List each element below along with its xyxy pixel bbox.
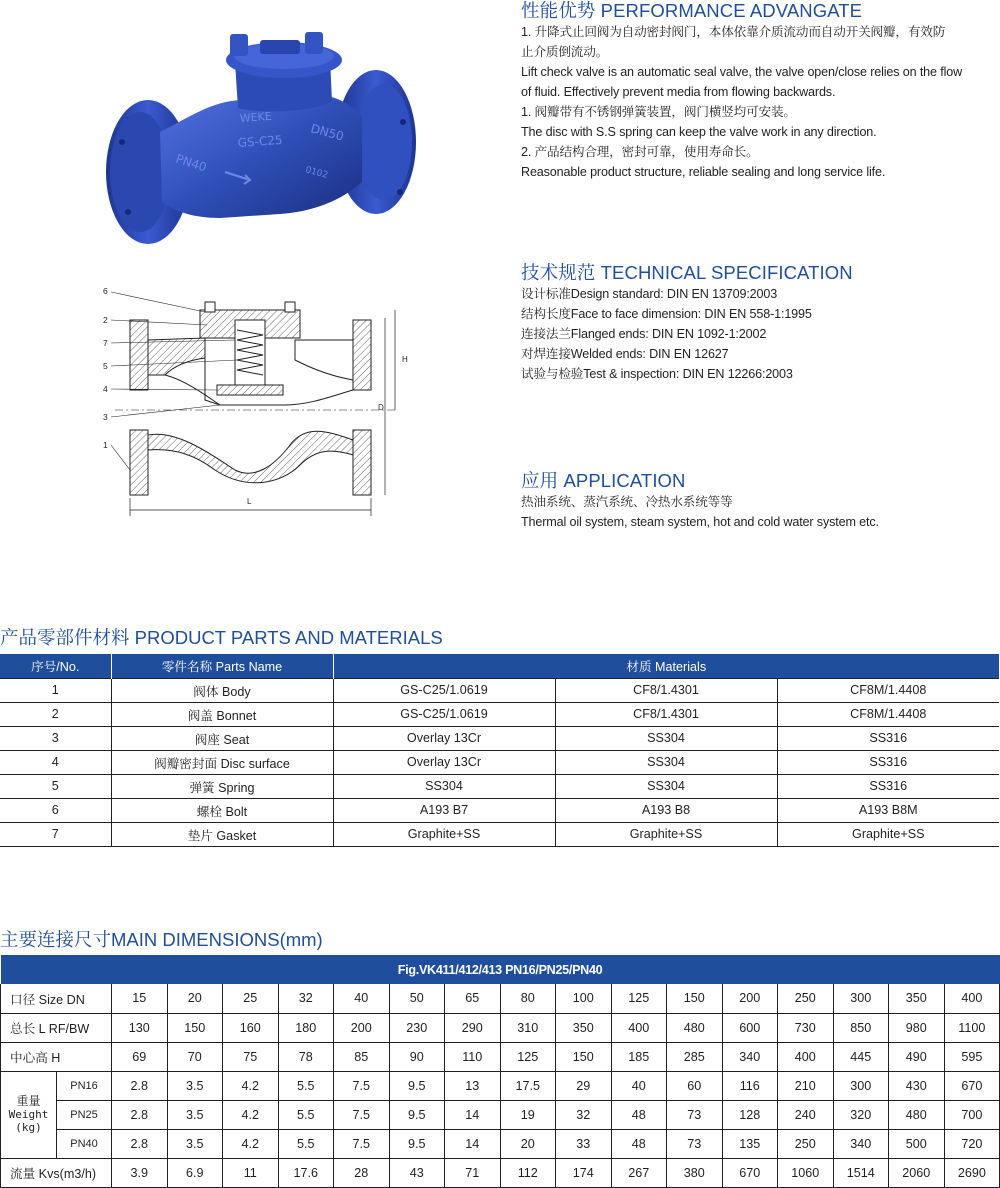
cell-value: 15 bbox=[112, 984, 168, 1013]
cell-value: 29 bbox=[556, 1071, 612, 1100]
cell-value: 85 bbox=[334, 1042, 390, 1071]
cell-value: 32 bbox=[278, 984, 334, 1013]
cell-value: 980 bbox=[889, 1013, 945, 1042]
cell-m1: Overlay 13Cr bbox=[333, 750, 555, 774]
callout-4: 4 bbox=[103, 384, 108, 394]
cell-m3: SS316 bbox=[777, 774, 999, 798]
cell-value: 20 bbox=[500, 1129, 556, 1158]
cell-value: 380 bbox=[667, 1158, 723, 1187]
cell-value: 2.8 bbox=[112, 1100, 168, 1129]
cell-value: 19 bbox=[500, 1100, 556, 1129]
pressure-class: PN25 bbox=[57, 1100, 112, 1129]
cell-value: 267 bbox=[611, 1158, 667, 1187]
cell-value: 600 bbox=[722, 1013, 778, 1042]
cell-value: 80 bbox=[500, 984, 556, 1013]
cell-value: 50 bbox=[389, 984, 445, 1013]
cell-no: 4 bbox=[0, 750, 111, 774]
cell-value: 670 bbox=[944, 1071, 1000, 1100]
weight-label-line: 重量 bbox=[16, 1094, 41, 1108]
cell-no: 1 bbox=[0, 678, 111, 702]
cell-value: 5.5 bbox=[278, 1100, 334, 1129]
cell-value: 150 bbox=[556, 1042, 612, 1071]
cell-value: 340 bbox=[722, 1042, 778, 1071]
table-row bbox=[0, 822, 999, 846]
cell-m2: CF8/1.4301 bbox=[555, 702, 777, 726]
cell-m2: A193 B8 bbox=[555, 798, 777, 822]
cell-value: 2.8 bbox=[112, 1071, 168, 1100]
callout-5: 5 bbox=[103, 361, 108, 371]
cell-name: 螺栓 Bolt bbox=[111, 798, 333, 822]
cell-m2: SS304 bbox=[555, 726, 777, 750]
cell-value: 400 bbox=[611, 1013, 667, 1042]
cell-value: 350 bbox=[556, 1013, 612, 1042]
cell-value: 285 bbox=[667, 1042, 723, 1071]
cell-value: 7.5 bbox=[334, 1129, 390, 1158]
cell-value: 4.2 bbox=[223, 1071, 279, 1100]
cell-m1: GS-C25/1.0619 bbox=[333, 702, 555, 726]
cell-m1: SS304 bbox=[333, 774, 555, 798]
cell-value: 4.2 bbox=[223, 1100, 279, 1129]
cell-m3: Graphite+SS bbox=[777, 822, 999, 846]
cell-value: 28 bbox=[334, 1158, 390, 1187]
technical-line: 设计标准Design standard: DIN EN 13709:2003 bbox=[521, 287, 778, 301]
header-no: 序号/No. bbox=[0, 654, 111, 678]
pressure-class: PN16 bbox=[57, 1071, 112, 1100]
cell-value: 185 bbox=[611, 1042, 667, 1071]
cell-no: 3 bbox=[0, 726, 111, 750]
cell-value: 150 bbox=[667, 984, 723, 1013]
cell-value: 33 bbox=[556, 1129, 612, 1158]
cell-value: 670 bbox=[722, 1158, 778, 1187]
cell-value: 32 bbox=[556, 1100, 612, 1129]
cell-value: 400 bbox=[778, 1042, 834, 1071]
pressure-class: PN40 bbox=[57, 1129, 112, 1158]
cell-value: 2.8 bbox=[112, 1129, 168, 1158]
weight-label bbox=[1, 1071, 57, 1158]
cell-value: 112 bbox=[500, 1158, 556, 1187]
cell-value: 3.5 bbox=[167, 1100, 223, 1129]
dimensions-title: 主要连接尺寸MAIN DIMENSIONS(mm) bbox=[0, 929, 323, 950]
cell-value: 5.5 bbox=[278, 1071, 334, 1100]
cell-value: 17.5 bbox=[500, 1071, 556, 1100]
marking-brand: WEKE bbox=[239, 109, 273, 125]
cell-value: 250 bbox=[778, 984, 834, 1013]
dim-label-height: H bbox=[402, 355, 408, 364]
cell-value: 7.5 bbox=[334, 1071, 390, 1100]
cell-value: 595 bbox=[944, 1042, 1000, 1071]
application-title: 应用 APPLICATION bbox=[521, 470, 686, 491]
cell-m2: SS304 bbox=[555, 774, 777, 798]
table-row bbox=[0, 750, 999, 774]
cell-value: 40 bbox=[334, 984, 390, 1013]
performance-line: The disc with S.S spring can keep the valve work in any direction. bbox=[521, 125, 877, 139]
technical-line: 对焊连接Welded ends: DIN EN 12627 bbox=[521, 347, 729, 361]
cell-m2: CF8/1.4301 bbox=[555, 678, 777, 702]
cell-value: 43 bbox=[389, 1158, 445, 1187]
cell-value: 480 bbox=[889, 1100, 945, 1129]
cell-value: 850 bbox=[833, 1013, 889, 1042]
cell-value: 71 bbox=[445, 1158, 501, 1187]
cell-value: 174 bbox=[556, 1158, 612, 1187]
parts-table bbox=[0, 654, 999, 847]
cell-value: 310 bbox=[500, 1013, 556, 1042]
callout-3: 3 bbox=[103, 412, 108, 422]
cell-name: 阀体 Body bbox=[111, 678, 333, 702]
cell-name: 阀瓣密封面 Disc surface bbox=[111, 750, 333, 774]
application-section bbox=[521, 470, 1000, 532]
bolt bbox=[305, 32, 323, 54]
dim-label-diameter: D bbox=[378, 403, 384, 412]
table-row bbox=[1, 984, 1000, 1013]
callout-7: 7 bbox=[103, 338, 108, 348]
cell-m2: SS304 bbox=[555, 750, 777, 774]
cell-value: 69 bbox=[112, 1042, 168, 1071]
cell-no: 7 bbox=[0, 822, 111, 846]
performance-title: 性能优势 PERFORMANCE ADVANGATE bbox=[521, 0, 863, 21]
cell-value: 14 bbox=[445, 1100, 501, 1129]
cell-m2: Graphite+SS bbox=[555, 822, 777, 846]
cell-value: 3.5 bbox=[167, 1071, 223, 1100]
cell-value: 135 bbox=[722, 1129, 778, 1158]
application-line: 热油系统、蒸汽系统、冷热水系统等等 bbox=[521, 495, 733, 509]
performance-line: Lift check valve is an automatic seal valve, the valve open/close relies on the flow bbox=[521, 65, 963, 79]
cell-value: 300 bbox=[833, 984, 889, 1013]
cell-value: 200 bbox=[722, 984, 778, 1013]
row-label: 口径 Size DN bbox=[1, 984, 112, 1013]
cell-value: 9.5 bbox=[389, 1071, 445, 1100]
cell-value: 400 bbox=[944, 984, 1000, 1013]
cell-m1: Graphite+SS bbox=[333, 822, 555, 846]
cell-value: 75 bbox=[223, 1042, 279, 1071]
cell-value: 240 bbox=[778, 1100, 834, 1129]
marking-material: GS-C25 bbox=[237, 132, 284, 150]
table-row bbox=[0, 702, 999, 726]
cell-value: 90 bbox=[389, 1042, 445, 1071]
cell-value: 7.5 bbox=[334, 1100, 390, 1129]
dimensions-table bbox=[0, 955, 1000, 1188]
performance-line: of fluid. Effectively prevent media from flowing backwards. bbox=[521, 85, 836, 99]
cell-value: 128 bbox=[722, 1100, 778, 1129]
performance-line: Reasonable product structure, reliable sealing and long service life. bbox=[521, 165, 886, 179]
cell-value: 300 bbox=[833, 1071, 889, 1100]
table-row bbox=[1, 1129, 1000, 1158]
table-row bbox=[0, 798, 999, 822]
cell-name: 垫片 Gasket bbox=[111, 822, 333, 846]
cell-name: 弹簧 Spring bbox=[111, 774, 333, 798]
cell-value: 9.5 bbox=[389, 1129, 445, 1158]
callout-1: 1 bbox=[103, 440, 108, 450]
header-parts-name: 零件名称 Parts Name bbox=[111, 654, 333, 678]
cell-value: 100 bbox=[556, 984, 612, 1013]
figure-header: Fig.VK411/412/413 PN16/PN25/PN40 bbox=[1, 955, 1000, 984]
cell-value: 6.9 bbox=[167, 1158, 223, 1187]
cell-value: 320 bbox=[833, 1100, 889, 1129]
cell-value: 20 bbox=[167, 984, 223, 1013]
cell-value: 350 bbox=[889, 984, 945, 1013]
cell-value: 230 bbox=[389, 1013, 445, 1042]
cell-value: 5.5 bbox=[278, 1129, 334, 1158]
technical-line: 连接法兰Flanged ends: DIN EN 1092-1:2002 bbox=[521, 327, 767, 341]
cell-value: 60 bbox=[667, 1071, 723, 1100]
callout-2: 2 bbox=[103, 315, 108, 325]
table-row bbox=[1, 1042, 1000, 1071]
weight-label-line: Weight bbox=[8, 1108, 49, 1121]
cell-m3: CF8M/1.4408 bbox=[777, 702, 999, 726]
cell-value: 180 bbox=[278, 1013, 334, 1042]
cell-value: 720 bbox=[944, 1129, 1000, 1158]
cell-value: 1514 bbox=[833, 1158, 889, 1187]
performance-line: 2. 产品结构合理，密封可靠，使用寿命长。 bbox=[521, 145, 759, 159]
cell-value: 116 bbox=[722, 1071, 778, 1100]
performance-line: 1. 阀瓣带有不锈钢弹簧装置，阀门横竖均可安装。 bbox=[521, 105, 796, 119]
technical-line: 试验与检验Test & inspection: DIN EN 12266:2003 bbox=[521, 367, 793, 381]
cell-value: 160 bbox=[223, 1013, 279, 1042]
cell-value: 125 bbox=[500, 1042, 556, 1071]
cell-value: 2060 bbox=[889, 1158, 945, 1187]
row-label: 流量 Kvs(m3/h) bbox=[1, 1158, 112, 1187]
table-row bbox=[0, 678, 999, 702]
table-row bbox=[1, 1100, 1000, 1129]
cell-value: 700 bbox=[944, 1100, 1000, 1129]
cell-value: 3.9 bbox=[112, 1158, 168, 1187]
cell-value: 78 bbox=[278, 1042, 334, 1071]
cell-value: 17.6 bbox=[278, 1158, 334, 1187]
cell-value: 340 bbox=[833, 1129, 889, 1158]
cell-value: 150 bbox=[167, 1013, 223, 1042]
cell-value: 40 bbox=[611, 1071, 667, 1100]
cell-value: 430 bbox=[889, 1071, 945, 1100]
callout-6: 6 bbox=[103, 286, 108, 296]
marking-code: 0102 bbox=[304, 165, 329, 181]
cell-value: 730 bbox=[778, 1013, 834, 1042]
table-row bbox=[0, 726, 999, 750]
cell-value: 73 bbox=[667, 1129, 723, 1158]
performance-line: 止介质倒流动。 bbox=[521, 45, 609, 59]
dim-label-length: L bbox=[247, 497, 252, 506]
cell-value: 1100 bbox=[944, 1013, 1000, 1042]
cell-value: 70 bbox=[167, 1042, 223, 1071]
cell-no: 2 bbox=[0, 702, 111, 726]
cell-value: 65 bbox=[445, 984, 501, 1013]
technical-line: 结构长度Face to face dimension: DIN EN 558-1:1995 bbox=[521, 307, 812, 321]
table-row bbox=[0, 774, 999, 798]
cell-name: 阀座 Seat bbox=[111, 726, 333, 750]
cell-value: 4.2 bbox=[223, 1129, 279, 1158]
cell-m1: Overlay 13Cr bbox=[333, 726, 555, 750]
cell-value: 110 bbox=[445, 1042, 501, 1071]
performance-section bbox=[521, 0, 1000, 182]
row-label: 中心高 H bbox=[1, 1042, 112, 1071]
cell-m3: A193 B8M bbox=[777, 798, 999, 822]
cell-value: 125 bbox=[611, 984, 667, 1013]
cell-value: 500 bbox=[889, 1129, 945, 1158]
table-row bbox=[1, 1158, 1000, 1187]
marking-size: DN50 bbox=[309, 121, 346, 144]
row-label: 总长 L RF/BW bbox=[1, 1013, 112, 1042]
technical-section bbox=[521, 262, 1000, 384]
cell-value: 9.5 bbox=[389, 1100, 445, 1129]
weight-label-line: (kg) bbox=[15, 1121, 42, 1134]
cell-no: 6 bbox=[0, 798, 111, 822]
cell-value: 11 bbox=[223, 1158, 279, 1187]
cell-m3: SS316 bbox=[777, 726, 999, 750]
cell-name: 阀盖 Bonnet bbox=[111, 702, 333, 726]
cell-m3: SS316 bbox=[777, 750, 999, 774]
application-line: Thermal oil system, steam system, hot and cold water system etc. bbox=[521, 515, 879, 529]
cell-value: 25 bbox=[223, 984, 279, 1013]
performance-line: 1. 升降式止回阀为自动密封阀门，本体依靠介质流动而自动开关阀瓣，有效防 bbox=[521, 25, 946, 39]
valve-product-photo bbox=[100, 22, 420, 244]
bolt bbox=[230, 34, 248, 56]
cell-value: 13 bbox=[445, 1071, 501, 1100]
cell-m3: CF8M/1.4408 bbox=[777, 678, 999, 702]
cell-value: 200 bbox=[334, 1013, 390, 1042]
cell-value: 445 bbox=[833, 1042, 889, 1071]
cell-value: 2690 bbox=[944, 1158, 1000, 1187]
table-row bbox=[1, 1013, 1000, 1042]
cell-value: 290 bbox=[445, 1013, 501, 1042]
cell-value: 490 bbox=[889, 1042, 945, 1071]
cell-value: 14 bbox=[445, 1129, 501, 1158]
cell-value: 480 bbox=[667, 1013, 723, 1042]
cell-no: 5 bbox=[0, 774, 111, 798]
marking-pressure: PN40 bbox=[174, 151, 209, 175]
table-row bbox=[1, 1071, 1000, 1100]
valve-section-drawing bbox=[95, 280, 435, 520]
header-materials: 材质 Materials bbox=[333, 654, 999, 678]
cell-value: 250 bbox=[778, 1129, 834, 1158]
cell-value: 48 bbox=[611, 1100, 667, 1129]
cell-m1: A193 B7 bbox=[333, 798, 555, 822]
cell-value: 1060 bbox=[778, 1158, 834, 1187]
cell-value: 210 bbox=[778, 1071, 834, 1100]
cell-value: 3.5 bbox=[167, 1129, 223, 1158]
parts-title: 产品零部件材料 PRODUCT PARTS AND MATERIALS bbox=[0, 627, 443, 648]
cell-value: 130 bbox=[112, 1013, 168, 1042]
cell-value: 73 bbox=[667, 1100, 723, 1129]
cell-value: 48 bbox=[611, 1129, 667, 1158]
technical-title: 技术规范 TECHNICAL SPECIFICATION bbox=[521, 262, 853, 283]
cell-m1: GS-C25/1.0619 bbox=[333, 678, 555, 702]
